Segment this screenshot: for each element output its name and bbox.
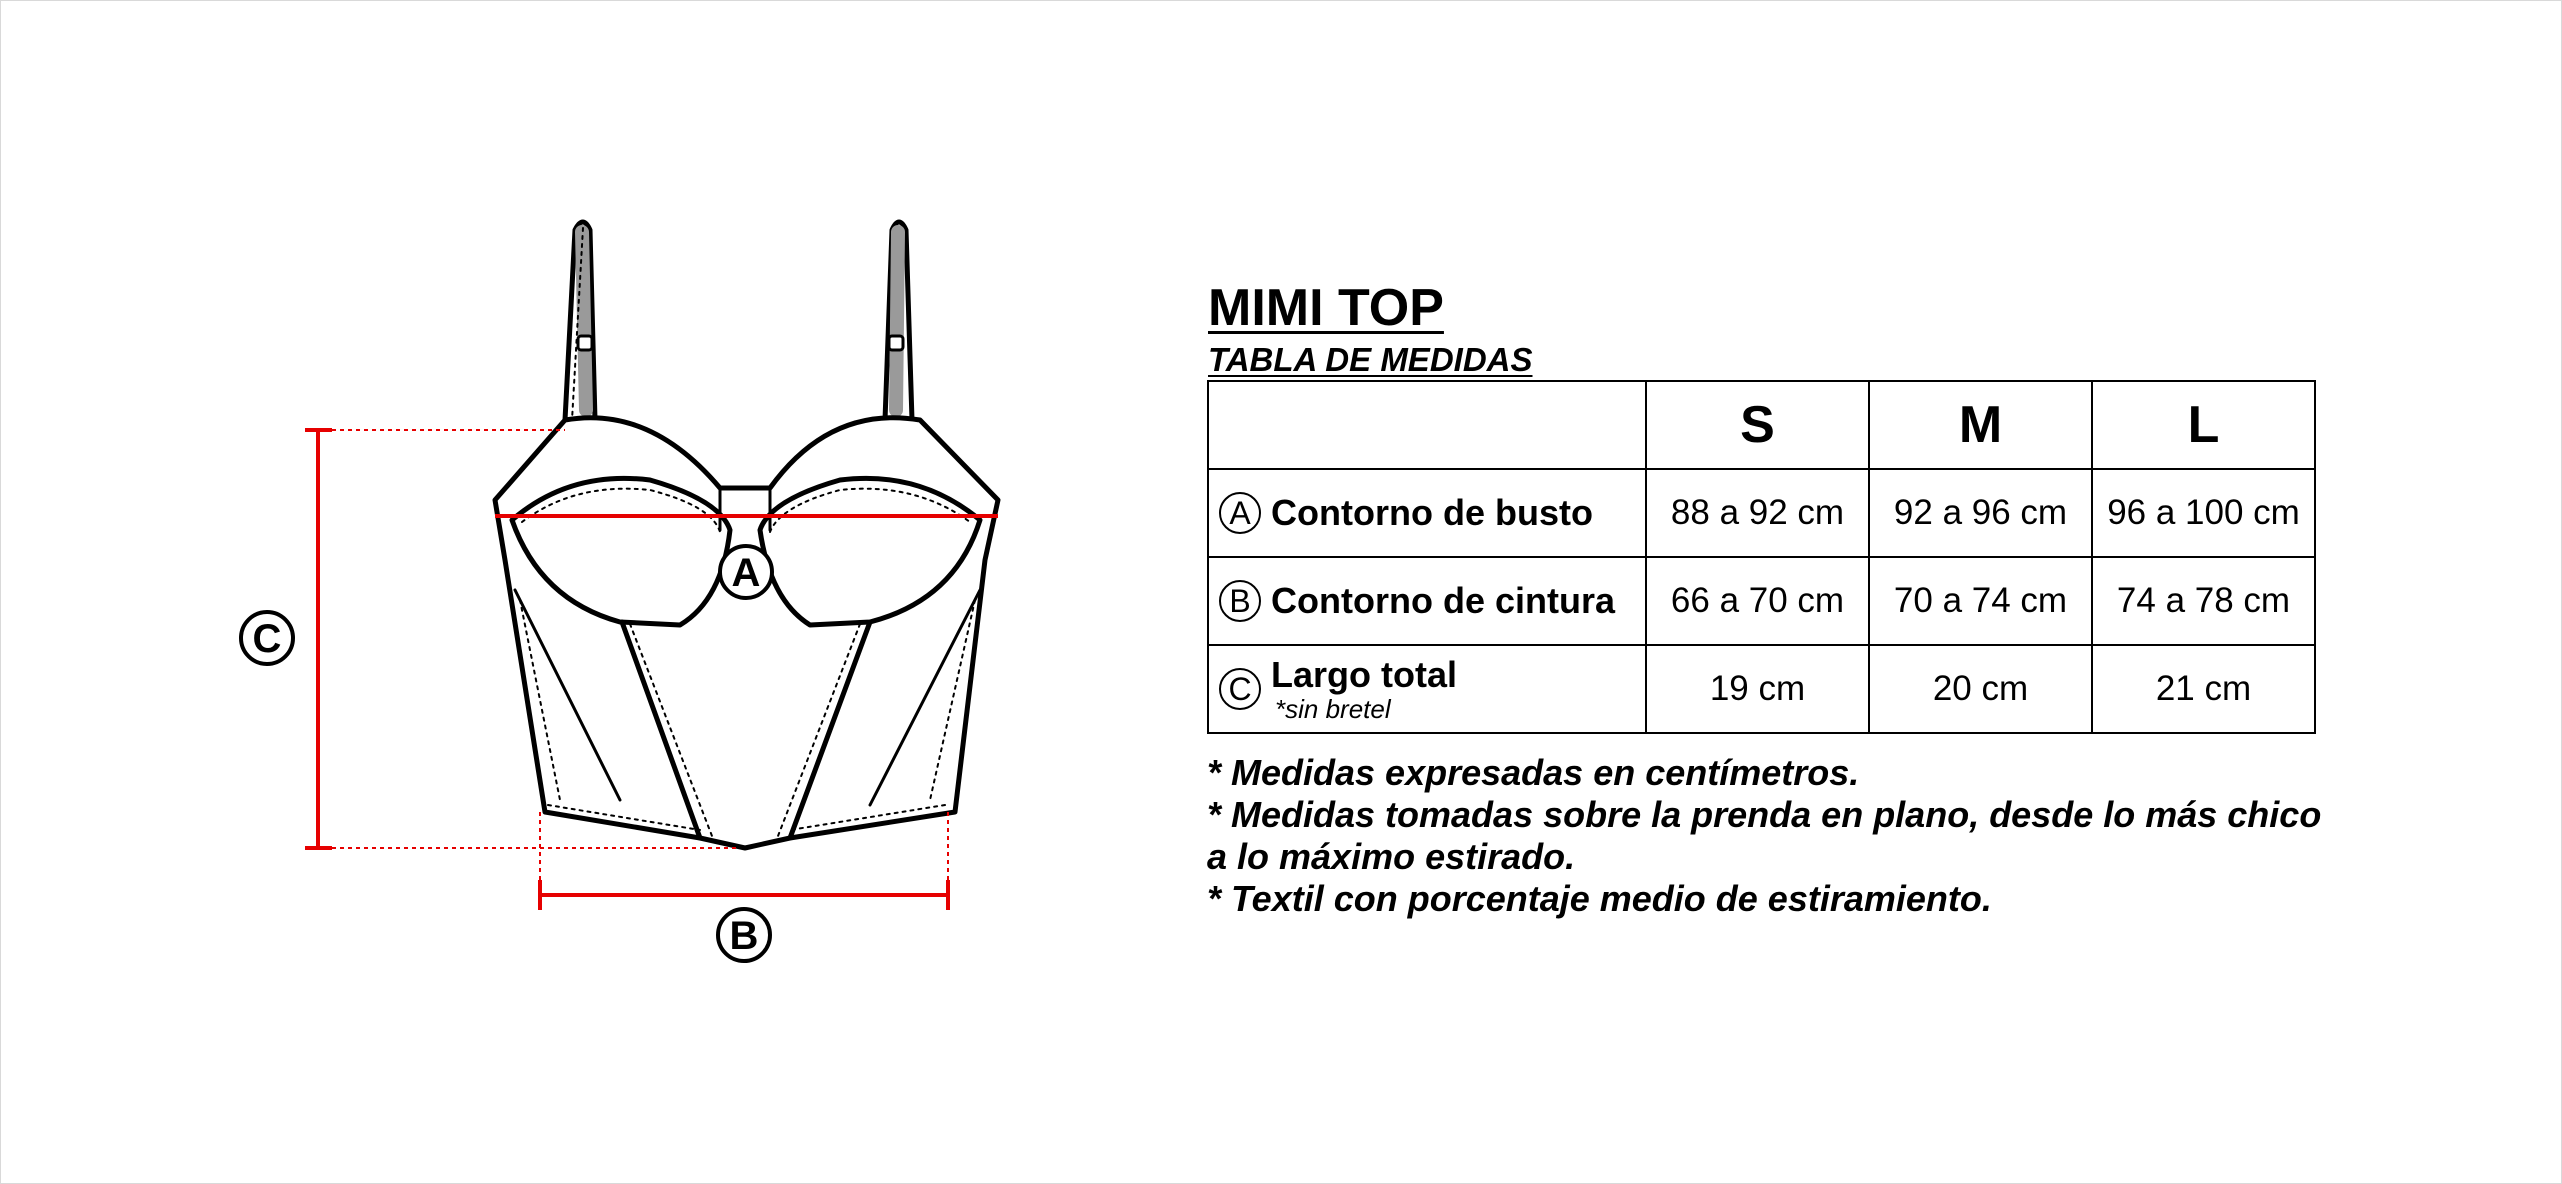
notes-block: [1207, 752, 2457, 920]
header-empty: [1208, 381, 1646, 469]
marker-c: [241, 612, 293, 664]
title-block: [1208, 278, 1533, 380]
cell-value: 96 a 100 cm: [2092, 469, 2315, 557]
note-line: * Textil con porcentaje medio de estiramiento.: [1207, 878, 1992, 919]
garment-diagram: [0, 0, 1100, 1184]
cell-value: 92 a 96 cm: [1869, 469, 2092, 557]
row-label: Largo total: [1271, 653, 1457, 695]
marker-b: [718, 909, 770, 961]
right-strap-slider: [889, 336, 903, 350]
marker-a-label: A: [731, 551, 761, 595]
size-table: [1207, 380, 2316, 734]
cell-value: 20 cm: [1869, 645, 2092, 733]
cell-value: 19 cm: [1646, 645, 1869, 733]
note-line: * Medidas expresadas en centímetros.: [1207, 752, 1860, 793]
right-strap-inner: [896, 232, 898, 410]
left-strap-slider: [578, 336, 592, 350]
cell-value: 21 cm: [2092, 645, 2315, 733]
row-key-badge: A: [1219, 492, 1261, 534]
garment-body: [495, 418, 998, 848]
cell-value: 66 a 70 cm: [1646, 557, 1869, 645]
table-subtitle: TABLA DE MEDIDAS: [1208, 341, 1533, 378]
product-title: MIMI TOP: [1208, 279, 1444, 337]
cell-value: 88 a 92 cm: [1646, 469, 1869, 557]
header-size-m: M: [1869, 381, 2092, 469]
marker-a: [720, 546, 772, 598]
note-line: a lo máximo estirado.: [1207, 836, 1576, 877]
row-note: *sin bretel: [1275, 693, 1391, 724]
row-label: Contorno de busto: [1271, 492, 1593, 533]
left-strap-inner: [582, 232, 586, 410]
table-row: [1208, 557, 2315, 645]
header-size-l: L: [2092, 381, 2315, 469]
header-size-s: S: [1646, 381, 1869, 469]
row-key-badge: B: [1219, 580, 1261, 622]
note-line: * Medidas tomadas sobre la prenda en plano, desde lo más chico: [1207, 794, 2322, 835]
marker-c-label: C: [252, 617, 282, 661]
cell-value: 74 a 78 cm: [2092, 557, 2315, 645]
row-label: Contorno de cintura: [1271, 580, 1615, 621]
marker-b-label: B: [729, 914, 759, 958]
row-key-badge: C: [1219, 668, 1261, 710]
table-row: [1208, 645, 2315, 733]
table-row: [1208, 469, 2315, 557]
table-header-row: [1208, 381, 2315, 469]
cell-value: 70 a 74 cm: [1869, 557, 2092, 645]
